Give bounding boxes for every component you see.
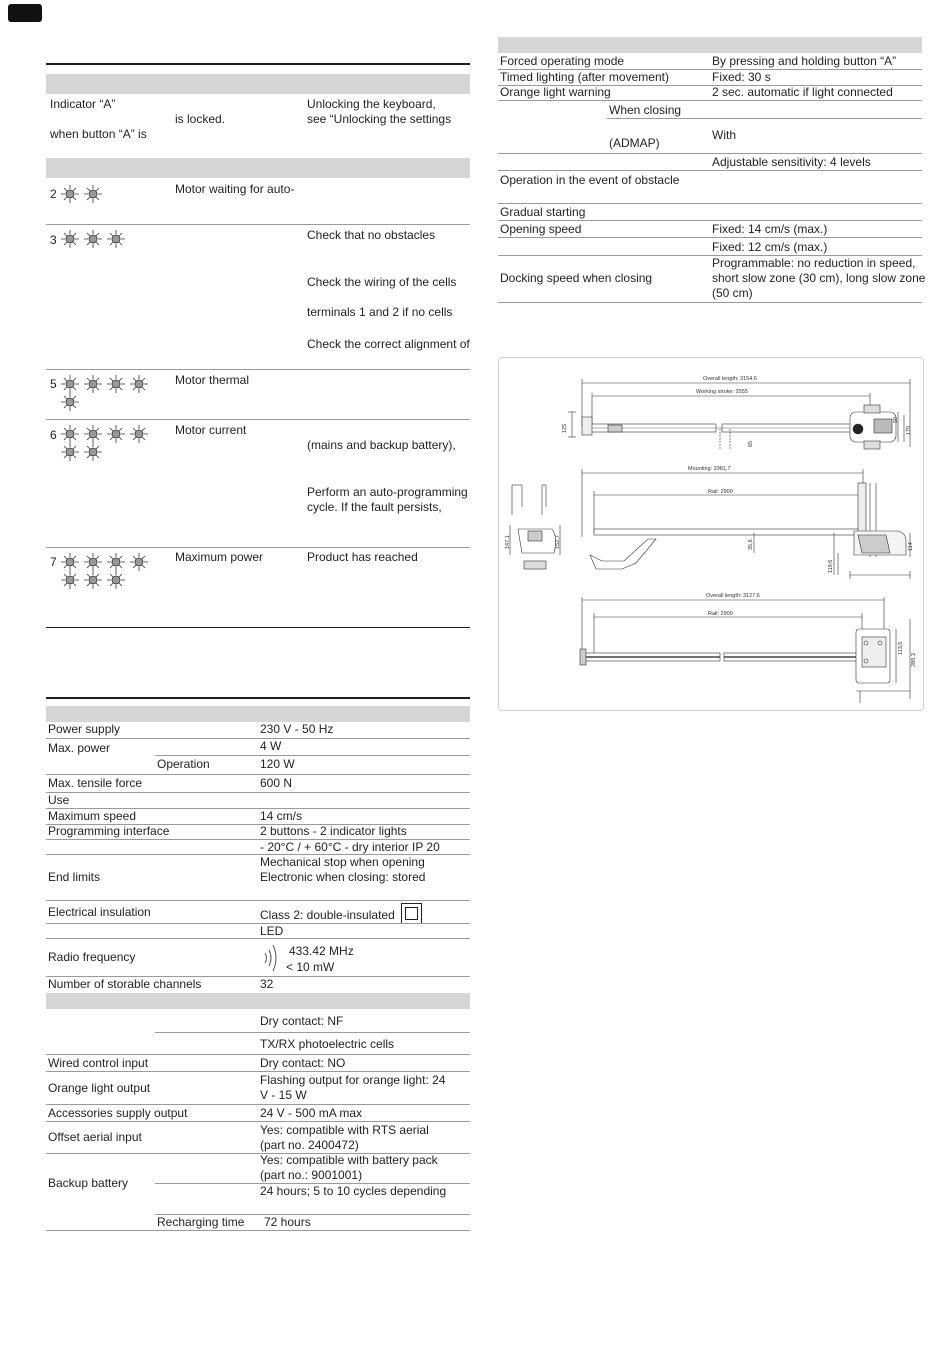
indicator-row7-col2: Maximum power <box>175 550 264 564</box>
blink-light-icon <box>59 373 155 415</box>
op-sub-admap: (ADMAP) <box>609 136 660 150</box>
indicator-row6-col3-line1: (mains and backup battery), <box>307 438 456 452</box>
spec-row-divider <box>46 1071 470 1072</box>
conn-value-photocells: TX/RX photoelectric cells <box>260 1037 395 1051</box>
spec-label-use: Use <box>48 793 70 807</box>
indicator-row6-col2: Motor current <box>175 423 247 437</box>
spec-row-divider <box>46 1104 470 1105</box>
conn-value-battery-line1: Yes: compatible with battery pack <box>260 1153 438 1167</box>
spec-row-divider <box>46 774 470 775</box>
op-table-bottom-rule <box>498 302 922 303</box>
connections-table-bottom-rule <box>46 1230 470 1231</box>
double-insulated-icon <box>401 903 422 924</box>
op-label-opening-speed: Opening speed <box>500 222 582 236</box>
dim-bottom-289: 289,3 <box>911 653 917 667</box>
spec-value-led: LED <box>260 924 284 938</box>
indicator-row-divider <box>46 419 470 420</box>
spec-value-temperature: - 20°C / + 60°C - dry interior IP 20 <box>260 840 440 854</box>
spec-value-end-limits-line1: Mechanical stop when opening <box>260 855 425 869</box>
radio-waves-icon <box>262 942 280 974</box>
conn-value-battery-line3: 24 hours; 5 to 10 cycles depending <box>260 1184 447 1198</box>
spec-value-radio-line1: 433.42 MHz <box>289 944 354 958</box>
operation-table-header <box>498 37 922 53</box>
op-value-opening-speed: Fixed: 14 cm/s (max.) <box>712 222 828 236</box>
indicator-row1-col1-line3: when button “A” is <box>50 127 147 141</box>
indicator-row2-blink-icons <box>59 183 109 205</box>
spec-row-divider <box>46 1054 470 1055</box>
indicator-table-header <box>46 74 470 94</box>
language-tab <box>8 4 42 22</box>
op-row-divider <box>498 153 922 154</box>
spec-row-divider <box>46 1121 470 1122</box>
dim-bottom-overall: Overall length: 3127,6 <box>706 593 760 599</box>
spec-label-programming: Programming interface <box>48 824 170 838</box>
op-value-sensitivity: Adjustable sensitivity: 4 levels <box>712 155 871 169</box>
indicator-row3-col3-line1: Check that no obstacles <box>307 228 436 242</box>
indicator-row6-blink-icons <box>59 423 155 465</box>
op-sub-when-closing: When closing <box>609 103 682 117</box>
indicator-row3-number: 3 <box>50 233 57 247</box>
op-value-closing-speed: Fixed: 12 cm/s (max.) <box>712 240 828 254</box>
op-row-divider <box>498 170 922 171</box>
conn-value-orange-light-line2: V - 15 W <box>260 1088 307 1102</box>
op-label-forced-mode: Forced operating mode <box>500 54 625 68</box>
conn-value-aerial-line1: Yes: compatible with RTS aerial <box>260 1123 429 1137</box>
op-label-timed-lighting: Timed lighting (after movement) <box>500 70 669 84</box>
spec-row-divider <box>155 1032 470 1033</box>
spec-value-max-speed: 14 cm/s <box>260 809 303 823</box>
dim-bottom-rail: Rail: 2900 <box>708 611 733 617</box>
blink-light-icon <box>59 183 109 205</box>
op-row-divider <box>498 203 922 204</box>
spec-label-end-limits: End limits <box>48 870 101 884</box>
indicator-row7-col3: Product has reached <box>307 550 418 564</box>
dim-mid-114: 114 <box>908 542 914 551</box>
spec-label-max-speed: Maximum speed <box>48 809 137 823</box>
indicator-row2-col2: Motor waiting for auto- <box>175 182 295 196</box>
indicator-row-divider <box>46 369 470 370</box>
conn-value-orange-light-line1: Flashing output for orange light: 24 <box>260 1073 446 1087</box>
op-value-orange-warning: 2 sec. automatic if light connected <box>712 85 893 99</box>
op-value-forced-mode: By pressing and holding button “A” <box>712 54 897 68</box>
conn-value-dry-contact-nf: Dry contact: NF <box>260 1014 344 1028</box>
spec-value-tensile-force: 600 N <box>260 776 293 790</box>
op-row-divider <box>498 100 922 101</box>
spec-value-insulation: Class 2: double-insulated <box>260 908 395 922</box>
indicator-row5-number: 5 <box>50 377 57 391</box>
spec-row-divider <box>46 923 470 924</box>
op-label-docking-speed: Docking speed when closing <box>500 271 653 285</box>
indicator-row5-blink-icons <box>59 373 155 415</box>
conn-value-wired-control: Dry contact: NO <box>260 1056 346 1070</box>
conn-value-recharging: 72 hours <box>264 1215 311 1229</box>
conn-sub-recharging: Recharging time <box>157 1215 245 1229</box>
dim-top-overall: Overall length: 3154,6 <box>703 376 757 382</box>
dim-top-125: 125 <box>562 423 568 433</box>
dim-mid-mounting: Mounting: 2981,7 <box>688 466 731 472</box>
conn-label-aerial: Offset aerial input <box>48 1130 142 1144</box>
specs-table-header <box>46 706 470 722</box>
spec-label-insulation: Electrical insulation <box>48 905 151 919</box>
indicator-row7-number: 7 <box>50 555 57 569</box>
indicator-row3-blink-icons <box>59 228 131 250</box>
spec-label-power-supply: Power supply <box>48 722 121 736</box>
dim-bottom-113: 113,5 <box>898 641 904 655</box>
dim-top-50: 50 <box>893 416 899 423</box>
spec-sub-operation: Operation <box>157 757 210 771</box>
indicator-table-bottom-rule <box>46 627 470 628</box>
indicator-row3-col3-line2: Check the wiring of the cells <box>307 275 457 289</box>
blink-light-icon <box>59 423 155 465</box>
blink-light-icon <box>59 551 155 593</box>
op-value-docking-line1: Programmable: no reduction in speed, <box>712 256 916 270</box>
op-label-obstacle: Operation in the event of obstacle <box>500 173 680 187</box>
indicator-row3-col3-line4: Check the correct alignment of <box>307 337 470 351</box>
indicator-row1-col1-line1: Indicator “A” <box>50 97 116 111</box>
op-value-docking-line2: short slow zone (30 cm), long slow zone <box>712 271 926 285</box>
blink-light-icon <box>59 228 131 250</box>
indicator-row2-number: 2 <box>50 187 57 201</box>
indicator-row-divider <box>46 224 470 225</box>
dim-mid-35: 35,6 <box>748 539 754 550</box>
dim-mid-119: 119,6 <box>828 559 834 573</box>
indicator-row6-col3-line3: cycle. If the fault persists, <box>307 500 442 514</box>
indicator-table-top-rule <box>46 63 470 65</box>
op-label-orange-warning: Orange light warning <box>500 85 611 99</box>
spec-row-divider <box>46 738 470 739</box>
op-label-gradual-start: Gradual starting <box>500 205 586 219</box>
dim-top-175: 175 <box>906 425 912 435</box>
dim-mid-152: 152,7 <box>555 535 561 549</box>
indicator-row6-number: 6 <box>50 428 57 442</box>
spec-value-end-limits-line2: Electronic when closing: stored <box>260 870 426 884</box>
spec-value-max-power: 4 W <box>260 739 282 753</box>
spec-value-power-supply: 230 V - 50 Hz <box>260 722 334 736</box>
specs-table-top-rule <box>46 697 470 699</box>
dim-mid-147: 147,1 <box>505 535 511 549</box>
indicator-row6-col3-line2: Perform an auto-programming <box>307 485 468 499</box>
spec-label-tensile-force: Max. tensile force <box>48 776 143 790</box>
indicator-table-subheader <box>46 158 470 178</box>
spec-row-divider <box>46 792 470 793</box>
op-value-docking-line3: (50 cm) <box>712 286 753 300</box>
op-row-divider <box>607 118 922 119</box>
op-row-divider <box>498 237 922 238</box>
conn-value-aerial-line2: (part no. 2400472) <box>260 1138 359 1152</box>
indicator-row1-col3-line2: see “Unlocking the settings <box>307 112 452 126</box>
conn-label-orange-light: Orange light output <box>48 1081 151 1095</box>
conn-label-battery: Backup battery <box>48 1176 129 1190</box>
spec-label-max-power: Max. power <box>48 741 111 755</box>
spec-label-radio: Radio frequency <box>48 950 136 964</box>
indicator-row1-col2: is locked. <box>175 112 226 126</box>
indicator-row5-col2: Motor thermal <box>175 373 250 387</box>
conn-value-accessories: 24 V - 500 mA max <box>260 1106 363 1120</box>
dim-top-65: 65 <box>748 440 754 447</box>
spec-value-radio-line2: < 10 mW <box>286 960 335 974</box>
spec-label-channels: Number of storable channels <box>48 977 202 991</box>
conn-label-wired-control: Wired control input <box>48 1056 149 1070</box>
dim-mid-rail: Rail: 2900 <box>708 489 733 495</box>
conn-value-battery-line2: (part no.: 9001001) <box>260 1168 363 1182</box>
dim-top-stroke: Working stroke: 2555 <box>696 389 748 395</box>
op-value-timed-lighting: Fixed: 30 s <box>712 70 771 84</box>
op-value-with: With <box>712 128 736 142</box>
spec-value-channels: 32 <box>260 977 274 991</box>
spec-row-divider <box>46 900 470 901</box>
op-row-divider <box>498 220 922 221</box>
spec-row-divider <box>155 755 470 756</box>
conn-label-accessories: Accessories supply output <box>48 1106 188 1120</box>
dimension-drawing <box>498 357 924 711</box>
indicator-row3-col3-line3: terminals 1 and 2 if no cells <box>307 305 453 319</box>
connections-table-header <box>46 993 470 1009</box>
indicator-row7-blink-icons <box>59 551 155 593</box>
spec-value-programming: 2 buttons - 2 indicator lights <box>260 824 407 838</box>
indicator-row-divider <box>46 547 470 548</box>
indicator-row1-col3-line1: Unlocking the keyboard, <box>307 97 436 111</box>
spec-value-operation: 120 W <box>260 757 295 771</box>
spec-row-divider <box>46 938 470 939</box>
